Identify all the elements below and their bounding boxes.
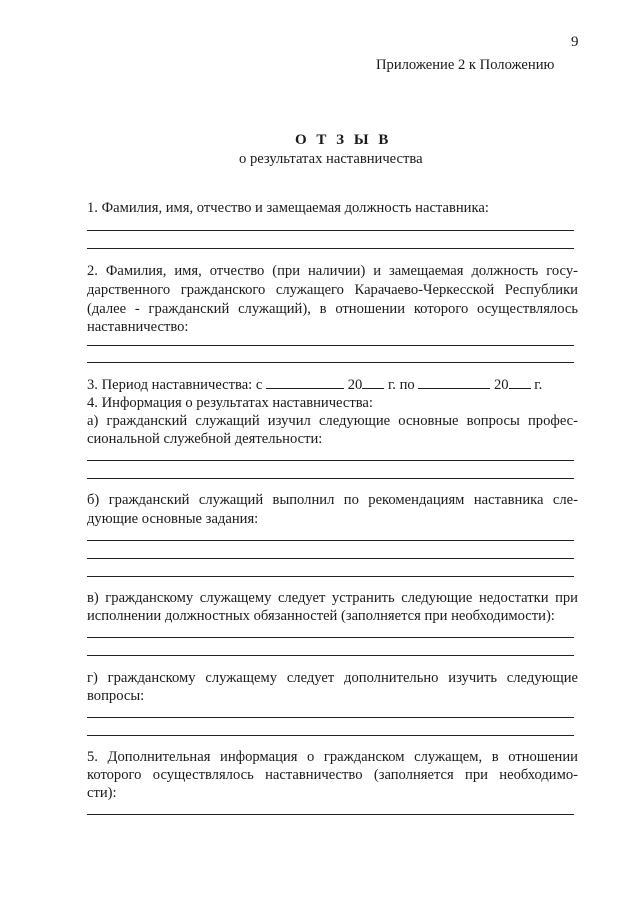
fill-line[interactable]: [87, 558, 574, 559]
section-1-label: 1. Фамилия, имя, отчество и замещаемая должность наставника:: [87, 200, 489, 216]
period-start-year-field[interactable]: [362, 376, 384, 389]
page-number: 9: [571, 34, 579, 50]
fill-line[interactable]: [87, 717, 574, 718]
fill-line[interactable]: [87, 362, 574, 363]
fill-line[interactable]: [87, 248, 574, 249]
section-4b-line: дующие основные задания:: [87, 511, 259, 527]
section-4c-line: исполнении должностных обязанностей (заполняется при необходимости):: [87, 608, 555, 624]
section-5-line: сти):: [87, 785, 117, 801]
fill-line[interactable]: [87, 230, 574, 231]
section-4-label: 4. Информация о результатах наставничества:: [87, 395, 373, 411]
period-suffix: г.: [534, 377, 543, 393]
fill-line[interactable]: [87, 735, 574, 736]
section-2-line: дарственного гражданского служащего Карачаево-Черкесской Республики: [87, 282, 578, 298]
period-mid: г. по: [387, 377, 415, 393]
period-end-day-field[interactable]: [418, 376, 490, 389]
section-4a-line: а) гражданский служащий изучил следующие основные вопросы профес-: [87, 413, 578, 429]
fill-line[interactable]: [87, 478, 574, 479]
document-subtitle: о результатах наставничества: [239, 151, 423, 167]
section-4b-line: б) гражданский служащий выполнил по рекомендациям наставника сле-: [87, 492, 578, 508]
section-2-line: наставничество:: [87, 319, 189, 335]
period-start-day-field[interactable]: [266, 376, 344, 389]
section-4d-line: г) гражданскому служащему следует дополнительно изучить следующие: [87, 670, 578, 686]
document-title: О Т З Ы В: [295, 132, 392, 148]
fill-line[interactable]: [87, 460, 574, 461]
period-end-year-field[interactable]: [509, 376, 531, 389]
section-2-line: (далее - гражданский служащий), в отношении которого осуществлялось: [87, 301, 578, 317]
appendix-label: Приложение 2 к Положению: [376, 57, 555, 73]
period-year-prefix: 20: [494, 377, 509, 393]
fill-line[interactable]: [87, 540, 574, 541]
fill-line[interactable]: [87, 345, 574, 346]
fill-line[interactable]: [87, 655, 574, 656]
period-prefix: 3. Период наставничества: с: [87, 377, 263, 393]
section-4c-line: в) гражданскому служащему следует устранить следующие недостатки при: [87, 590, 578, 606]
section-4a-line: сиональной служебной деятельности:: [87, 431, 323, 447]
section-4d-line: вопросы:: [87, 688, 145, 704]
section-2-line: 2. Фамилия, имя, отчество (при наличии) и замещаемая должность госу-: [87, 263, 578, 279]
section-5-line: которого осуществлялось наставничество (заполняется при необходимо-: [87, 767, 578, 783]
fill-line[interactable]: [87, 814, 574, 815]
section-5-line: 5. Дополнительная информация о гражданском служащем, в отношении: [87, 749, 578, 765]
fill-line[interactable]: [87, 576, 574, 577]
period-year-prefix: 20: [347, 377, 363, 393]
fill-line[interactable]: [87, 637, 574, 638]
period-line: [87, 376, 542, 394]
